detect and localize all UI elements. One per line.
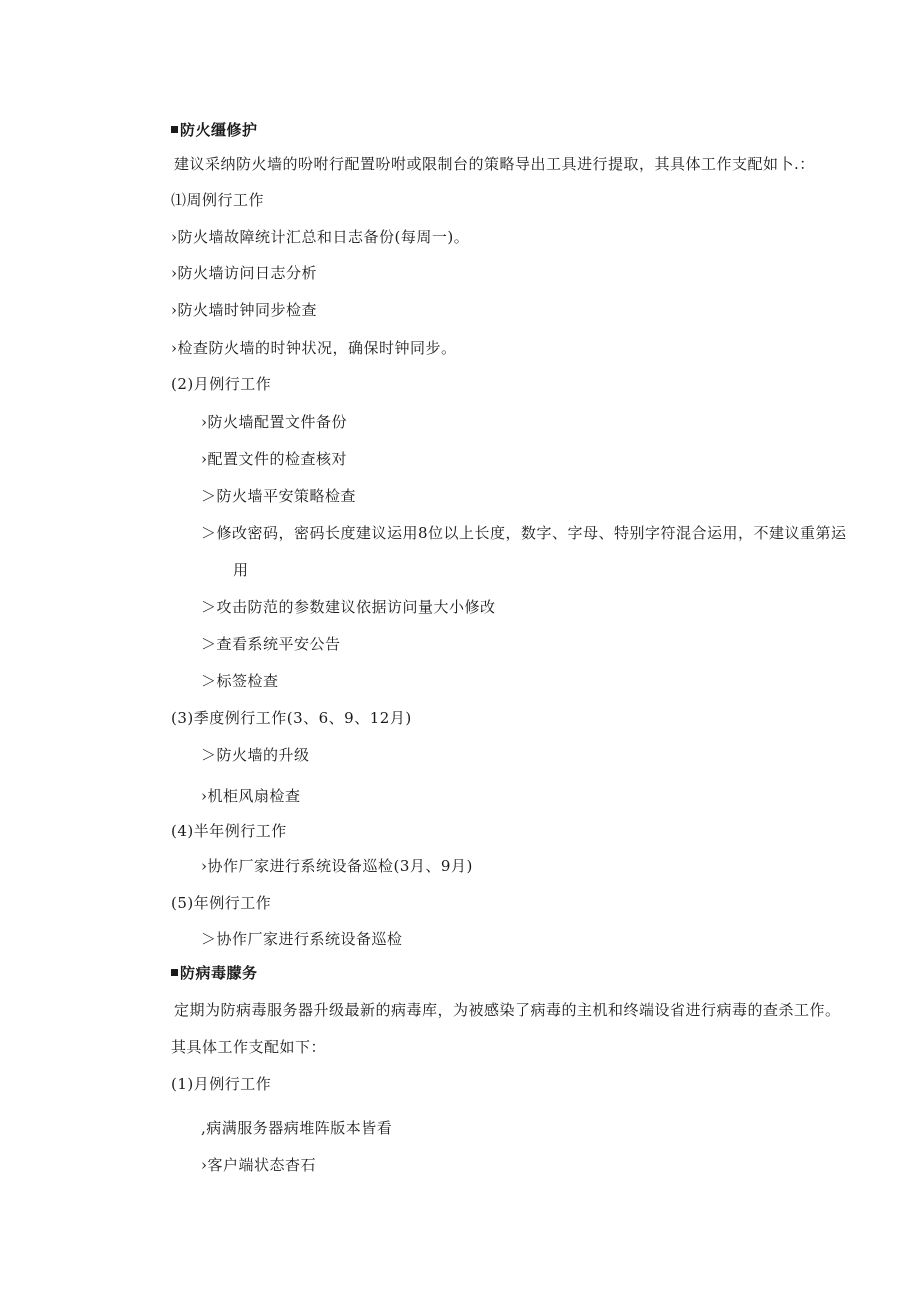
list-item: ＞防火墙的升级 (201, 746, 310, 764)
list-item: ›客户端状态杳石 (201, 1156, 316, 1174)
subheading-quarterly: (3)季度例行工作(3、6、9、12月) (171, 709, 412, 727)
subheading-monthly-antivirus: (1)月例行工作 (171, 1075, 272, 1093)
list-item: ›防火墙访问日志分析 (171, 264, 317, 282)
list-item: ,病满服务器病堆阵版本皆看 (201, 1119, 393, 1137)
list-item: ›协作厂家进行系统设备巡检(3月、9月) (201, 857, 473, 875)
list-item: ›配置文件的检查核对 (201, 450, 347, 468)
list-item: ＞查看系统平安公告 (201, 635, 341, 653)
paragraph-antivirus-arrangement: 其具体工作支配如下： (171, 1038, 327, 1056)
list-item: ›检查防火墙的时钟状况，确保时钟同步。 (171, 339, 457, 357)
paragraph-antivirus-intro: 定期为防病毒服务器升级最新的病毒库，为被感染了病毒的主机和终端设省进行病毒的查杀工作。 (174, 1001, 841, 1019)
list-item: ＞攻击防范的参数建议依据访问量大小修改 (201, 598, 496, 616)
list-item: ›防火墙时钟同步检查 (171, 301, 317, 319)
list-item: ›机柜风扇检查 (201, 787, 301, 805)
list-item: ›防火墙配置文件备份 (201, 413, 347, 431)
list-item: ＞协作厂家进行系统设备巡检 (201, 930, 403, 948)
subheading-half-year: (4)半年例行工作 (171, 822, 287, 840)
subheading-weekly: ⑴周例行工作 (171, 191, 265, 209)
list-item: ＞修改密码，密码长度建议运用8位以上长度，数字、字母、特别字符混合运用，不建议重第运 (201, 524, 847, 542)
list-item: ＞标签检查 (201, 672, 279, 690)
square-bullet-icon (171, 969, 178, 976)
paragraph-intro: 建议采纳防火墙的吩咐行配置吩咐或限制台的策略导出工具进行提取，其具体工作支配如卜.： (174, 155, 815, 173)
list-item: ＞防火墙平安策略检查 (201, 487, 357, 505)
subheading-monthly: (2)月例行工作 (171, 375, 272, 393)
list-item-continuation: 用 (233, 561, 249, 579)
section-heading-antivirus: 防病毒朦务 (171, 963, 258, 983)
list-item: ›防火墙故障统计汇总和日志备份(每周一)。 (171, 228, 470, 246)
square-bullet-icon (171, 126, 178, 133)
subheading-yearly: (5)年例行工作 (171, 894, 272, 912)
section-heading-firewall: 防火缰修护 (171, 120, 258, 140)
